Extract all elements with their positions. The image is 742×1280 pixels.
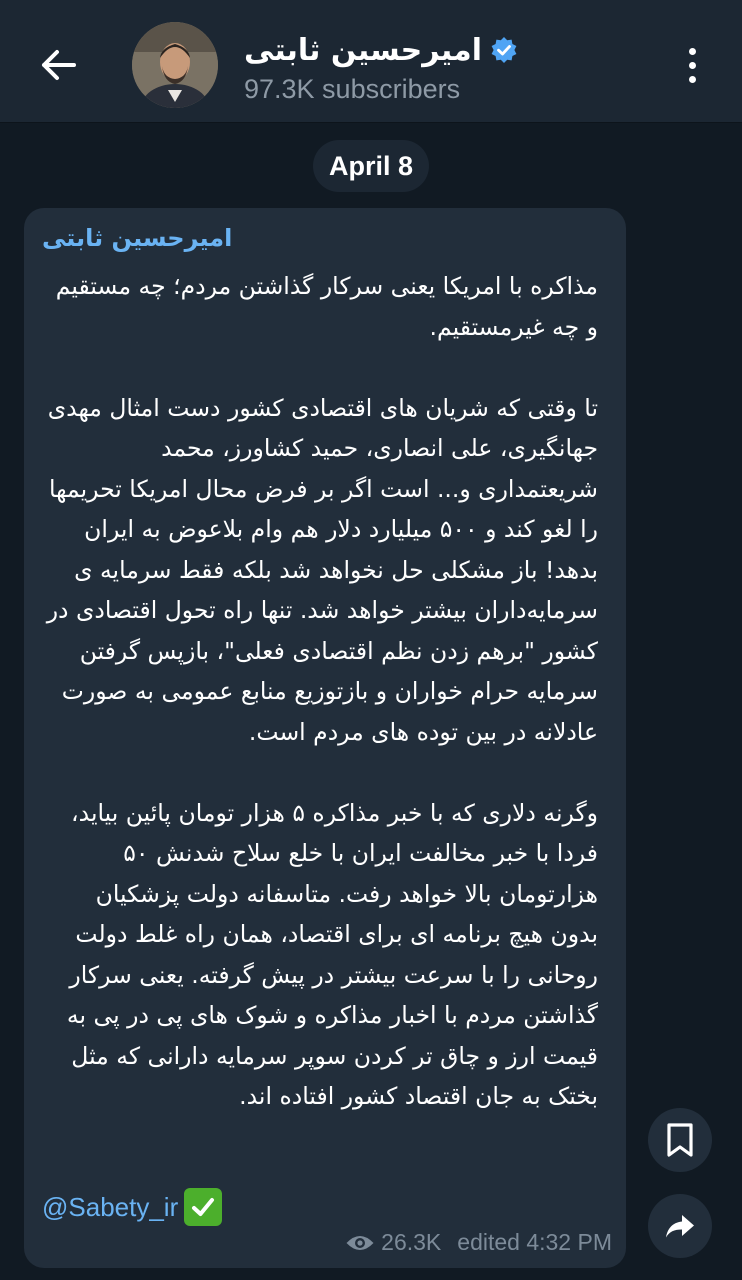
- bookmark-icon: [665, 1122, 695, 1158]
- eye-icon: [345, 1233, 375, 1253]
- edited-time: edited 4:32 PM: [457, 1229, 612, 1255]
- channel-avatar[interactable]: [132, 22, 218, 108]
- channel-title[interactable]: امیرحسین ثابتی: [244, 32, 482, 68]
- share-button[interactable]: [648, 1194, 712, 1258]
- verified-badge-icon: [490, 36, 518, 64]
- more-vertical-icon: [689, 48, 696, 55]
- message-text: مذاکره با امریکا یعنی سرکار گذاشتن مردم؛ چه مستقیم و چه غیرمستقیم. تا وقتی که شریان های اقتصادی کشور دست امثال مهدی جهانگیری، علی انصاری، حمید کشاورز، محمد شریعتمداری و... است اگر بر فرض محال امریکا تحریمها را لغو کند و ۵۰۰ میلیارد دلار هم وام بلاعوض به ایران بدهد! باز مشکلی حل نخواهد شد بلکه فقط سرمایه ی سرمایه‌داران بیشتر خواهد شد. تنها راه تحول اقتصادی در کشور "برهم زدن نظم اقتصادی فعلی"، بازپس گرفتن سرمایه حرام خواران و بازتوزیع منابع عمومی به صورت عادلانه در بین توده های مردم است. وگرنه دلاری که با خبر مذاکره ۵ هزار تومان پائین بیاید، فردا با خبر مخالفت ایران با خلع سلاح شدنش ۵۰ هزارتومان بالا خواهد رفت. متاسفانه دولت پزشکیان بدون هیچ برنامه ای برای اقتصاد، همان راه غلط دولت روحانی را با سرعت بیشتر در پیش گرفته. یعنی سرکار گذاشتن مردم با اخبار مذاکره و شوک های پی در پی به قیمت ارز و چاق تر کردن سوپر سرمایه دارانی که مثل بختک به جان اقتصاد کشور افتاده اند.: [46, 272, 598, 1110]
- message-signature: [42, 1186, 222, 1228]
- channel-mention-link[interactable]: @Sabety_ir: [42, 1191, 179, 1222]
- message-meta: [345, 1229, 612, 1256]
- bookmark-button[interactable]: [648, 1108, 712, 1172]
- arrow-left-icon: [39, 49, 77, 81]
- back-button[interactable]: [30, 40, 86, 90]
- message-bubble[interactable]: [24, 208, 626, 1268]
- more-options-button[interactable]: [672, 40, 712, 90]
- subscriber-count: 97.3K subscribers: [244, 74, 461, 104]
- view-count: 26.3K: [381, 1229, 442, 1255]
- check-mark-button-icon: [184, 1188, 222, 1226]
- chat-header: [0, 0, 742, 123]
- share-icon: [665, 1213, 695, 1239]
- date-separator: April 8: [313, 140, 429, 192]
- message-sender[interactable]: امیرحسین ثابتی: [42, 224, 233, 252]
